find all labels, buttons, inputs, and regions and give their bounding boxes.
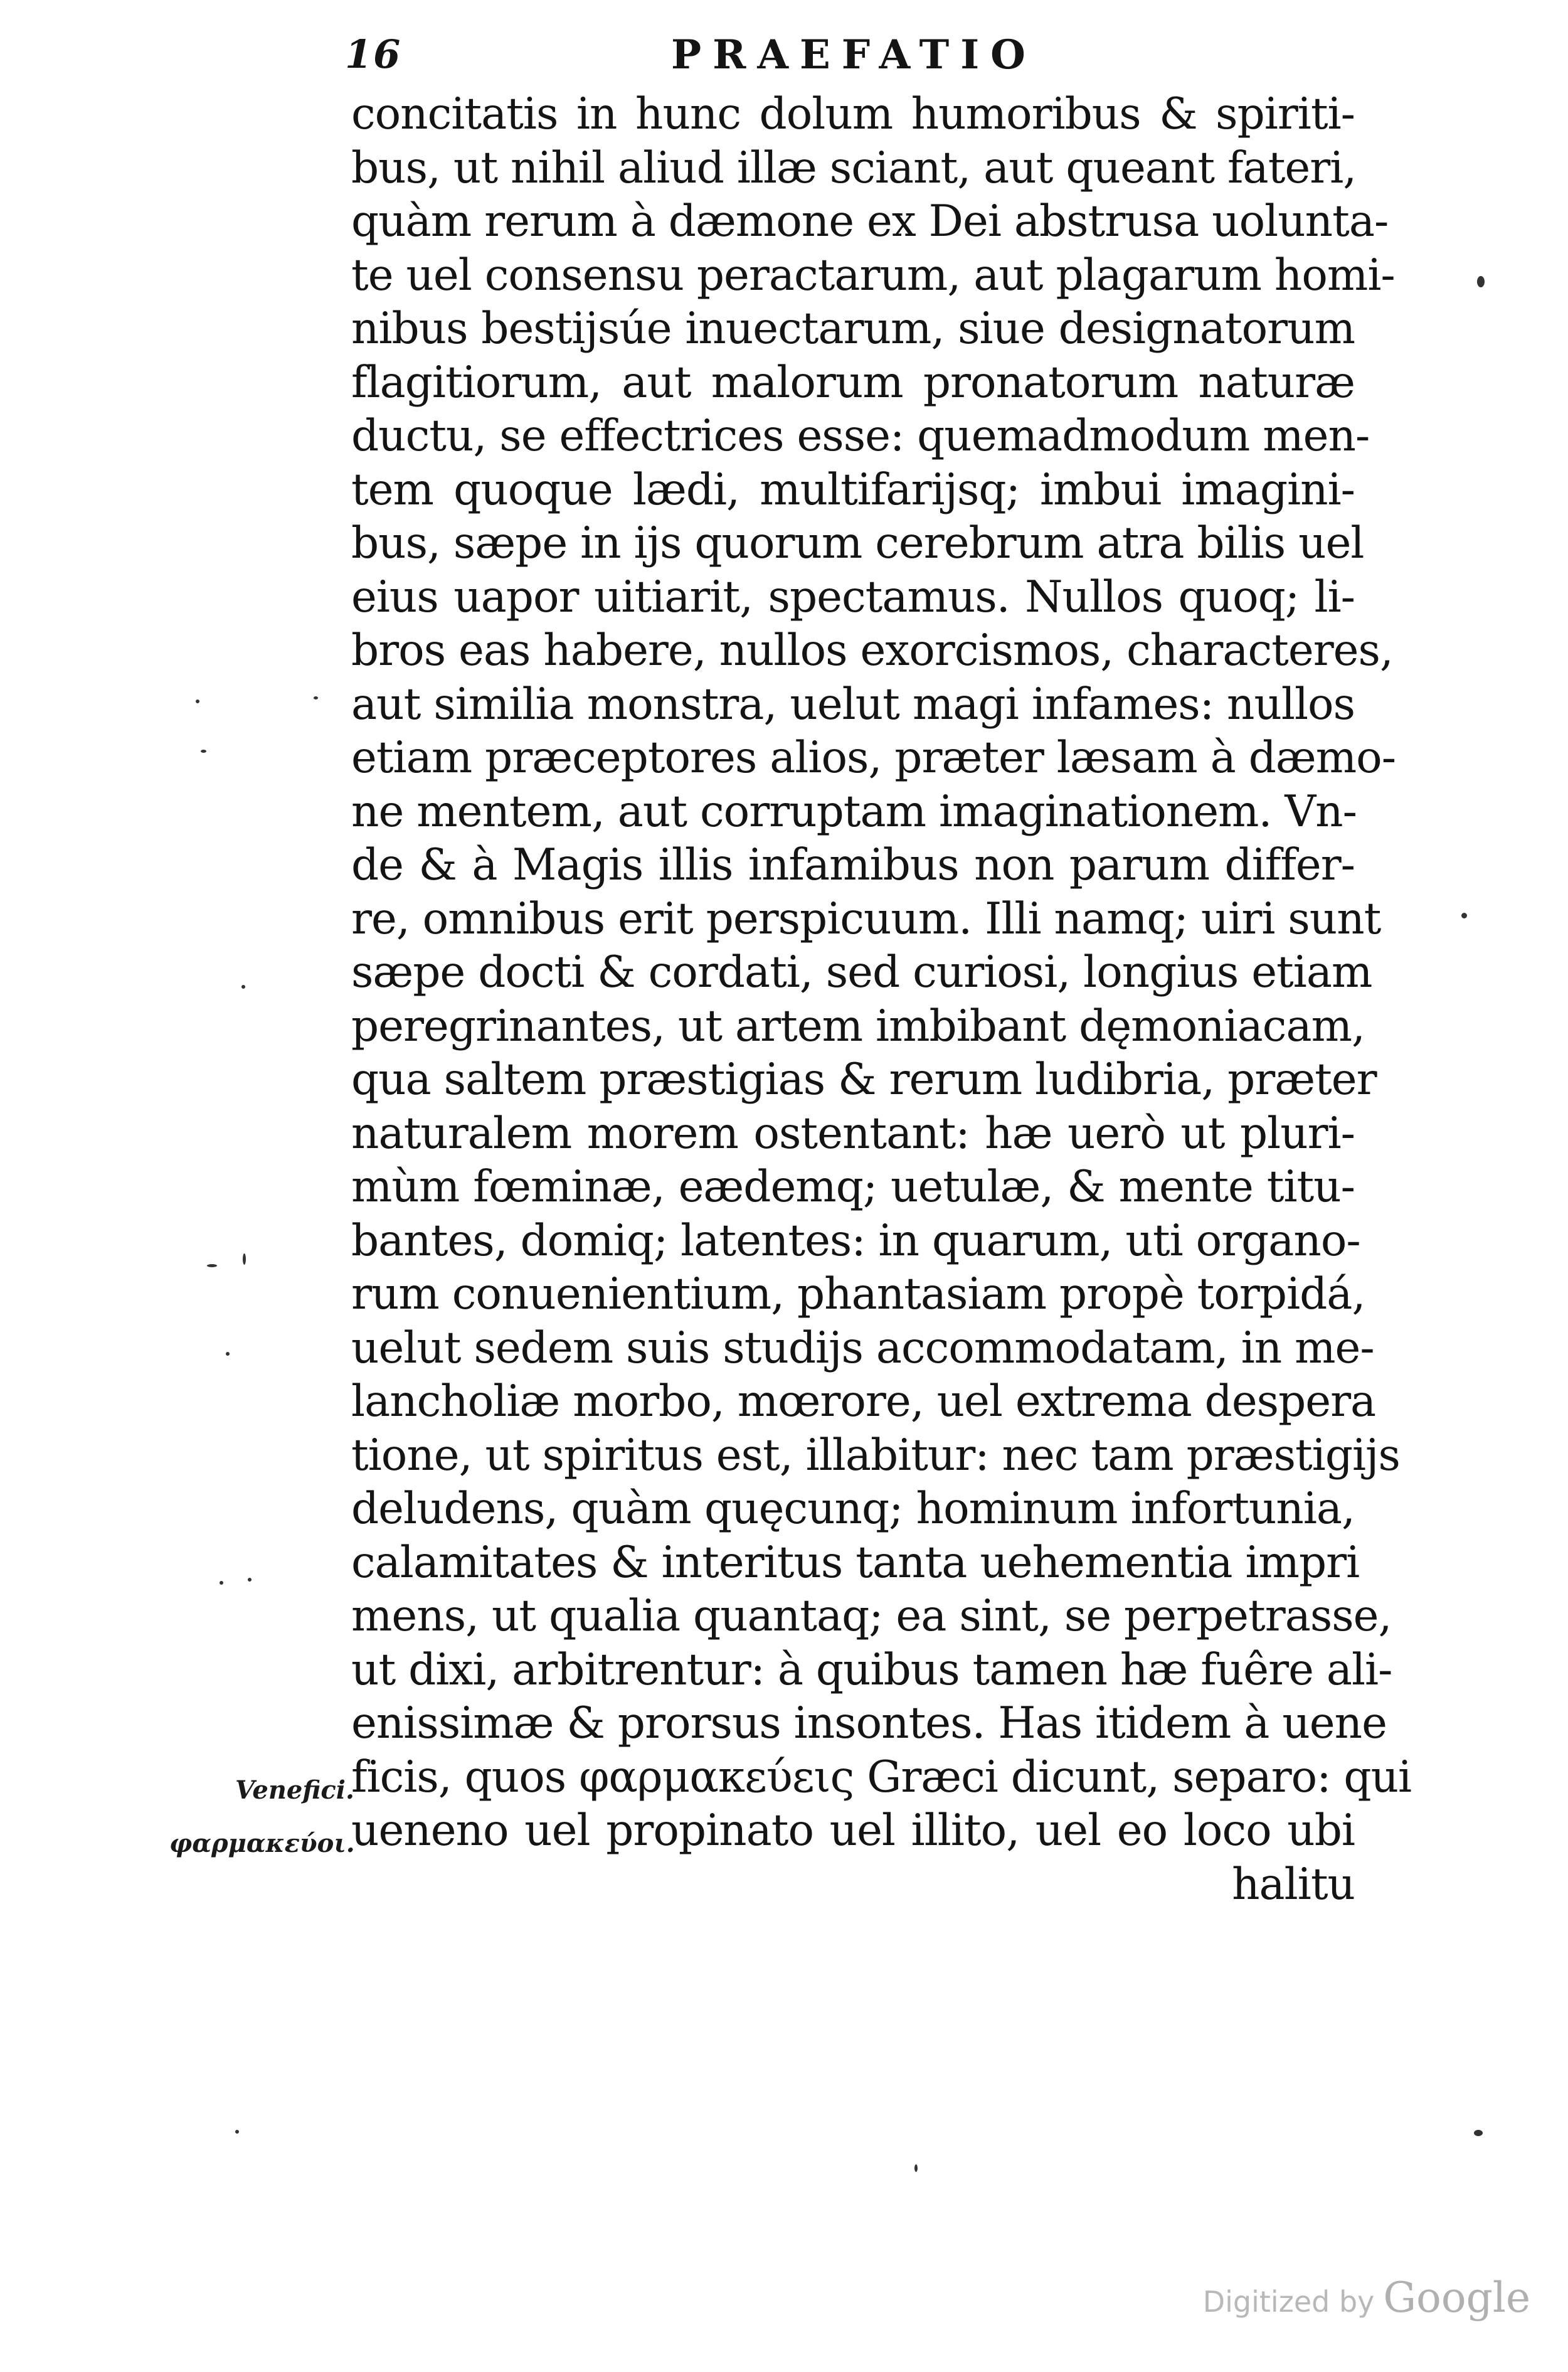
ink-speck: [1477, 276, 1485, 287]
text-line: peregrinantes, ut artem imbibant dęmoniacam,: [351, 1001, 1365, 1051]
text-line: ficis, quos φαρμακεύεις Græci dicunt, separo: qui: [351, 1752, 1412, 1802]
text-line: ut dixi, arbitrentur: à quibus tamen hæ fuêre ali-: [351, 1644, 1392, 1695]
digitized-watermark: [1203, 2274, 1530, 2322]
ink-speck: [220, 1581, 223, 1585]
google-logo: Google: [1383, 2274, 1530, 2322]
running-head: [345, 31, 1348, 88]
text-line: enissimæ & prorsus insontes. Has itidem à uene: [351, 1698, 1387, 1748]
page-number: 16: [345, 31, 402, 77]
text-line: aut similia monstra, uelut magi infames: nullos: [351, 679, 1355, 730]
text-line: nibus bestijsúe inuectarum, siue designatorum: [351, 304, 1355, 354]
ink-speck: [235, 2130, 239, 2134]
text-line: mens, ut qualia quantaq; ea sint, se perpetrasse,: [351, 1591, 1392, 1641]
margin-note-venefici: Venefici.: [235, 1775, 354, 1805]
text-line: bus, sæpe in ijs quorum cerebrum atra bilis uel: [351, 518, 1364, 568]
ink-speck: [1474, 2130, 1483, 2136]
catchword: halitu: [1232, 1859, 1355, 1910]
ink-speck: [201, 750, 206, 753]
ink-speck: [314, 696, 318, 699]
ink-speck: [226, 1352, 230, 1356]
text-line: calamitates & interitus tanta uehementia impri: [351, 1537, 1360, 1588]
ink-speck: [241, 985, 245, 989]
text-line: bus, ut nihil aliud illæ sciant, aut queant fateri,: [351, 142, 1357, 193]
text-line: sæpe docti & cordati, sed curiosi, longius etiam: [351, 947, 1372, 997]
ink-speck: [1461, 913, 1467, 918]
text-line: qua saltem præstigias & rerum ludibria, præter: [351, 1055, 1377, 1105]
ink-speck: [243, 1253, 246, 1265]
text-line: eius uapor uitiarit, spectamus. Nullos quoq; li-: [351, 572, 1355, 622]
text-line: de & à Magis illis infamibus non parum differ-: [351, 840, 1355, 890]
text-line: quàm rerum à dæmone ex Dei abstrusa uolunta-: [351, 196, 1389, 247]
ink-speck: [196, 699, 199, 703]
text-line: ductu, se effectrices esse: quemadmodum men-: [351, 411, 1370, 461]
watermark-prefix: Digitized by: [1202, 2285, 1375, 2319]
ink-speck: [248, 1578, 252, 1582]
body-text: [351, 88, 1412, 1912]
text-line: bros eas habere, nullos exorcismos, characteres,: [351, 625, 1393, 676]
text-line: tem quoque lædi, multifarijsq; imbui imagini-: [351, 464, 1355, 515]
text-line: te uel consensu peractarum, aut plagarum homi-: [351, 250, 1395, 300]
text-line: mùm fœminæ, eædemq; uetulæ, & mente titu-: [351, 1162, 1355, 1212]
text-line: re, omnibus erit perspicuum. Illi namq; uiri sunt: [351, 893, 1381, 944]
ink-speck: [914, 2164, 918, 2172]
text-line: lancholiæ morbo, mœrore, uel extrema despera: [351, 1376, 1376, 1427]
text-line: ne mentem, aut corruptam imaginationem. Vn-: [351, 786, 1357, 837]
text-line: uelut sedem suis studijs accommodatam, in me-: [351, 1322, 1374, 1373]
text-line: tione, ut spiritus est, illabitur: nec tam præstigijs: [351, 1430, 1400, 1481]
text-line: ueneno uel propinato uel illito, uel eo loco ubi: [351, 1806, 1355, 1856]
text-line: rum conuenientium, phantasiam propè torpidá,: [351, 1269, 1365, 1319]
text-line: etiam præceptores alios, præter læsam à dæmo-: [351, 733, 1396, 783]
text-line: bantes, domiq; latentes: in quarum, uti organo-: [351, 1215, 1360, 1266]
text-line: concitatis in hunc dolum humoribus & spiriti-: [351, 89, 1355, 139]
text-line: naturalem morem ostentant: hæ uerò ut pluri-: [351, 1108, 1355, 1159]
margin-note-greek: φαρμακεύοι.: [169, 1829, 355, 1858]
running-title: PRAEFATIO: [671, 31, 1037, 78]
text-line: deludens, quàm quęcunq; hominum infortunia,: [351, 1484, 1355, 1534]
ink-speck: [207, 1264, 217, 1267]
text-line: flagitiorum, aut malorum pronatorum naturæ: [351, 357, 1355, 408]
